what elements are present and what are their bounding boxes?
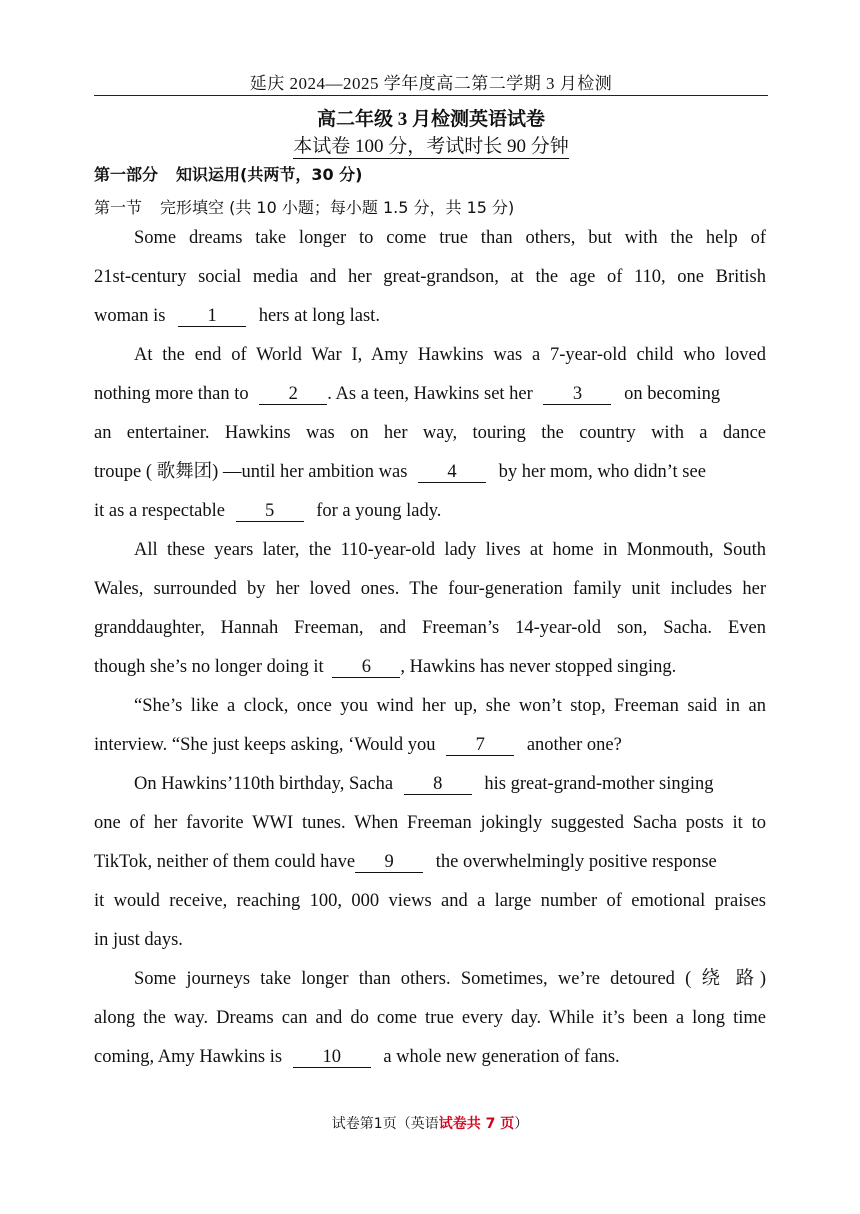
blank-8: 8 [404, 775, 472, 795]
passage-line: 21st-century social media and her great-grandson, at the age of 110, one British [94, 267, 766, 287]
blank-4: 4 [418, 463, 486, 483]
passage-line [94, 382, 766, 406]
passage-line [94, 850, 766, 874]
passage-line [94, 733, 766, 757]
passage-line [94, 304, 766, 328]
blank-3: 3 [543, 385, 611, 405]
subtitle-text: 本试卷 100 分，考试时长 90 分钟 [293, 136, 569, 157]
text-segment: coming, Amy Hawkins is [94, 1047, 283, 1067]
section-heading [94, 162, 362, 185]
text-segment: troupe ( 歌舞团) —until her ambition was [94, 462, 408, 482]
text-segment: the overwhelmingly positive response [435, 852, 717, 872]
section-number: 第一部分 [94, 165, 159, 184]
passage-line: At the end of World War I, Amy Hawkins was a 7-year-old child who loved [134, 345, 766, 365]
passage-line: Some journeys take longer than others. Sometimes, we’re detoured ( 绕 路) [134, 969, 766, 989]
footer-page: 试卷第1页（英语 [331, 1116, 439, 1132]
text-segment: for a young lady. [316, 501, 442, 521]
exam-header: 延庆 2024—2025 学年度高二第二学期 3 月检测 [249, 74, 613, 93]
text-segment: , Hawkins has never stopped singing. [400, 657, 677, 677]
passage-line [94, 460, 766, 484]
text-segment: it as a respectable [94, 501, 225, 521]
passage-line: “She’s like a clock, once you wind her up, she won’t stop, Freeman said in an [134, 696, 766, 716]
blank-10: 10 [293, 1048, 371, 1068]
text-segment: another one? [526, 735, 622, 755]
passage-line: an entertainer. Hawkins was on her way, touring the country with a dance [94, 423, 766, 443]
blank-1: 1 [178, 307, 246, 327]
paper-subtitle [94, 131, 768, 158]
text-segment: woman is [94, 306, 166, 326]
section-title: 知识运用(共两节，30 分) [176, 165, 363, 184]
passage-line [134, 772, 806, 796]
text-segment: on becoming [624, 384, 721, 404]
subsection-number: 第一节 [94, 198, 143, 217]
blank-7: 7 [446, 736, 514, 756]
text-segment: TikTok, neither of them could have [94, 852, 356, 872]
passage-line [94, 499, 766, 523]
header-divider [94, 95, 768, 96]
passage-line: granddaughter, Hannah Freeman, and Freeman’s 14-year-old son, Sacha. Even [94, 618, 766, 638]
text-segment: a whole new generation of fans. [383, 1047, 620, 1067]
subsection-title: 完形填空 (共 10 小题；每小题 1.5 分，共 15 分) [160, 198, 515, 217]
blank-5: 5 [236, 502, 304, 522]
blank-2: 2 [259, 385, 327, 405]
text-segment: though she’s no longer doing it [94, 657, 324, 677]
passage-line [94, 655, 766, 679]
page-footer [0, 1113, 860, 1133]
text-segment: by her mom, who didn’t see [498, 462, 706, 482]
text-segment: interview. “She just keeps asking, ‘Would you [94, 735, 436, 755]
passage-line: one of her favorite WWI tunes. When Freeman jokingly suggested Sacha posts it to [94, 813, 766, 833]
text-segment: his great-grand-mother singing [484, 774, 714, 794]
passage-line: All these years later, the 110-year-old lady lives at home in Monmouth, South [134, 540, 766, 560]
blank-9: 9 [355, 853, 423, 873]
passage-line: Some dreams take longer to come true than others, but with the help of [134, 228, 766, 248]
passage-line: it would receive, reaching 100, 000 views and a large number of emotional praises [94, 891, 766, 911]
subsection-heading [94, 195, 514, 218]
text-segment: On Hawkins’110th birthday, Sacha [134, 774, 394, 794]
passage-line: in just days. [94, 930, 183, 950]
footer-close: ） [514, 1116, 529, 1132]
footer-total-pages: 试卷共 7 页 [438, 1116, 515, 1132]
text-segment: . As a teen, Hawkins set her [327, 384, 533, 404]
passage-line: along the way. Dreams can and do come true every day. While it’s been a long time [94, 1008, 766, 1028]
passage-line [94, 1045, 766, 1069]
blank-6: 6 [332, 658, 400, 678]
text-segment: nothing more than to [94, 384, 249, 404]
text-segment: hers at long last. [258, 306, 380, 326]
paper-title: 高二年级 3 月检测英语试卷 [316, 109, 545, 130]
passage-line: Wales, surrounded by her loved ones. The four-generation family unit includes her [94, 579, 766, 599]
